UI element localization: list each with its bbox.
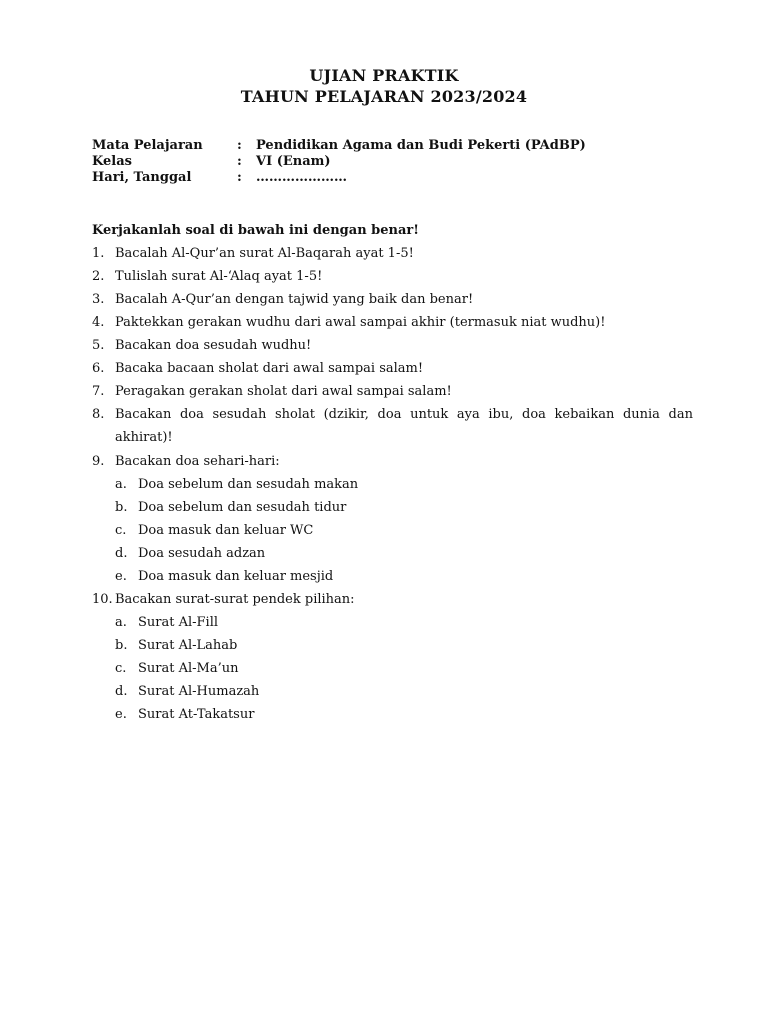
question-text: Peragakan gerakan sholat dari awal sampai salam! xyxy=(115,384,452,399)
sub-item-text: Doa sesudah adzan xyxy=(138,546,266,561)
question-number: 9. xyxy=(92,454,105,469)
question-number: 10. xyxy=(92,592,113,607)
info-label: Hari, Tanggal xyxy=(92,170,192,185)
sub-item-text: Surat Al-Fill xyxy=(138,615,219,630)
info-value: ………………… xyxy=(256,170,347,185)
sub-item-letter: b. xyxy=(115,638,128,653)
question-text-line2: akhirat)! xyxy=(115,430,173,445)
sub-item-text: Surat Al-Ma’un xyxy=(138,661,239,676)
question-text: Bacalah A-Qur’an dengan tajwid yang baik dan benar! xyxy=(115,292,474,307)
info-colon: : xyxy=(237,170,242,185)
question-number: 4. xyxy=(92,315,105,330)
question-text: Bacakan doa sesudah wudhu! xyxy=(115,338,312,353)
question-text: Bacakan doa sehari-hari: xyxy=(115,454,280,469)
question-text: Bacakan surat-surat pendek pilihan: xyxy=(115,592,355,607)
sub-item-letter: d. xyxy=(115,684,128,699)
question-text: Bacalah Al-Qur’an surat Al-Baqarah ayat 1-5! xyxy=(115,246,414,261)
sub-item-text: Doa sebelum dan sesudah makan xyxy=(138,477,359,492)
sub-item-text: Surat Al-Humazah xyxy=(138,684,260,699)
question-text: Bacaka bacaan sholat dari awal sampai salam! xyxy=(115,361,424,376)
document-subtitle: TAHUN PELAJARAN 2023/2024 xyxy=(240,87,528,106)
info-value: Pendidikan Agama dan Budi Pekerti (PAdBP) xyxy=(256,138,586,153)
question-8 xyxy=(92,407,693,445)
sub-item-letter: b. xyxy=(115,500,128,515)
sub-item-text: Surat Al-Lahab xyxy=(138,638,238,653)
info-colon: : xyxy=(237,154,242,169)
sub-item-text: Surat At-Takatsur xyxy=(138,707,255,722)
info-colon: : xyxy=(237,138,242,153)
sub-item-letter: e. xyxy=(115,569,127,584)
question-number: 6. xyxy=(92,361,105,376)
question-text: Paktekkan gerakan wudhu dari awal sampai akhir (termasuk niat wudhu)! xyxy=(115,315,606,330)
question-number: 2. xyxy=(92,269,105,284)
instruction: Kerjakanlah soal di bawah ini dengan benar! xyxy=(92,223,419,238)
question-text-line1: Bacakan doa sesudah sholat (dzikir, doa untuk aya ibu, doa kebaikan dunia dan xyxy=(115,407,693,422)
question-number: 8. xyxy=(92,407,105,422)
sub-item-letter: c. xyxy=(115,523,127,538)
sub-item-letter: a. xyxy=(115,615,127,630)
sub-item-letter: a. xyxy=(115,477,127,492)
sub-item-text: Doa masuk dan keluar mesjid xyxy=(138,569,334,584)
question-text: Tulislah surat Al-‘Alaq ayat 1-5! xyxy=(115,269,323,284)
document-title: UJIAN PRAKTIK xyxy=(309,66,459,85)
info-label: Mata Pelajaran xyxy=(92,138,203,153)
sub-item-letter: c. xyxy=(115,661,127,676)
question-number: 1. xyxy=(92,246,105,261)
sub-item-text: Doa masuk dan keluar WC xyxy=(138,523,314,538)
sub-item-letter: d. xyxy=(115,546,128,561)
info-value: VI (Enam) xyxy=(256,154,331,169)
info-label: Kelas xyxy=(92,154,132,169)
question-number: 3. xyxy=(92,292,105,307)
question-number: 7. xyxy=(92,384,105,399)
question-number: 5. xyxy=(92,338,105,353)
sub-item-letter: e. xyxy=(115,707,127,722)
sub-item-text: Doa sebelum dan sesudah tidur xyxy=(138,500,347,515)
